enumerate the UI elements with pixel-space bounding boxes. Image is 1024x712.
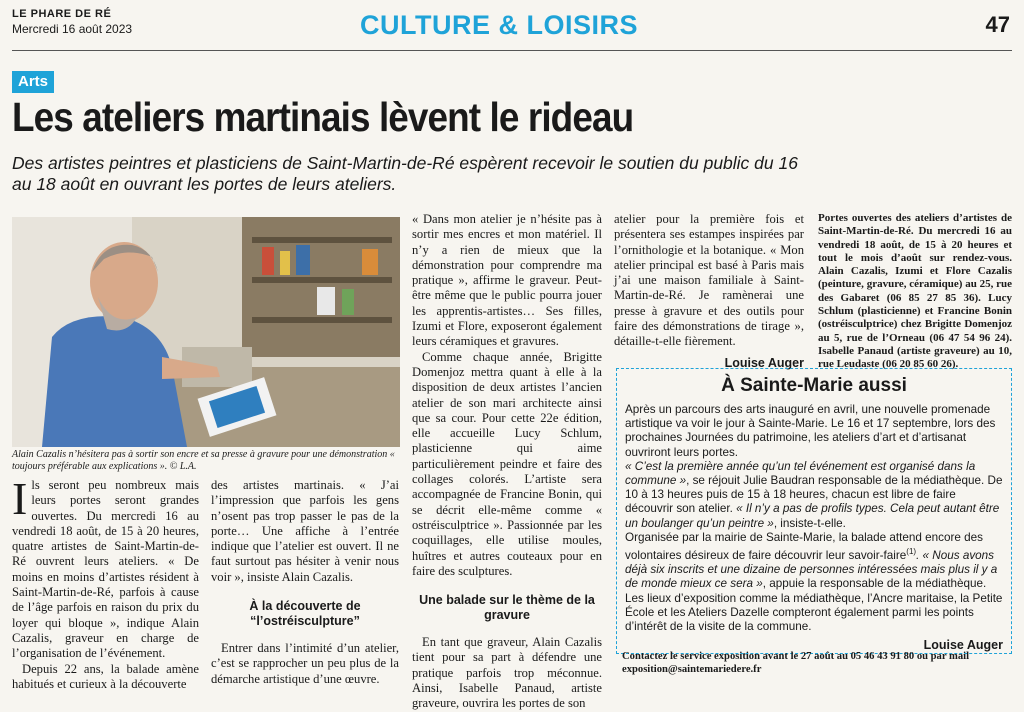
- publication-date: Mercredi 16 août 2023: [12, 22, 133, 36]
- article-column-4: [614, 212, 804, 371]
- masthead-rule: [12, 50, 1012, 51]
- sidebar-paragraph: Après un parcours des arts inauguré en avril, une nouvelle promenade artistique va voir le jour à Sainte-Marie. Le 16 et 17 septembre, lors des prochaines Journées du patrimoine, les ateliers d’art et d’artisanat ouvriront leurs portes.: [625, 403, 996, 459]
- article-photo: [12, 217, 400, 447]
- page-number: 47: [985, 12, 1010, 37]
- sidebar-paragraph: Les lieux d’exposition comme la médiathèque, l’Ancre maritaise, la Petite École et les Ateliers Dazelle compteront également parmi les points d’intérêt de la visite de la commune.: [625, 591, 1003, 633]
- article-subhead: Une balade sur le thème de la gravure: [419, 593, 595, 623]
- article-column-3: [412, 212, 602, 712]
- photo-caption: Alain Cazalis n’hésitera pas à sortir son encre et sa presse à gravure pour une démonstration « toujours préférable aux explications ». © L.A.: [12, 449, 395, 472]
- article-subhead: À la découverte de “l’ostréisculpture”: [249, 599, 361, 629]
- sidebar-text: , appuie la responsable de la médiathèque.: [762, 577, 987, 591]
- sidebar-paragraph: [625, 531, 1003, 592]
- article-paragraph: atelier pour la première fois et présentera ses estampes inspirées par l’ornithologie et la botanique. « Mon atelier principal est basé à Paris mais j’ai une maison familiale à Saint-Martin-de-Ré. Je ramènerai une presse à gravure et des outils pour faire des démonstrations de tirage », détaille-t-elle fièrement.: [614, 212, 804, 349]
- article-column-1: [12, 473, 199, 692]
- sidebar-text: Organisée par la mairie de Sainte-Marie, la balade attend encore des volontaires désireux de faire découvrir leur savoir-faire: [625, 530, 983, 562]
- photo-artist-in-studio: [12, 217, 400, 447]
- article-byline: Louise Auger: [724, 355, 804, 370]
- sidebar-box: [616, 368, 1012, 654]
- drop-cap: I: [12, 473, 28, 524]
- article-headline: Les ateliers martinais lèvent le rideau: [12, 94, 634, 140]
- article-paragraph: Comme chaque année, Brigitte Domenjoz mettra quant à elle à la disposition de deux artistes l’ancien atelier de son mari architecte ainsi que sa cour. Pour cette 22e édition, elle accueille Lucy Schlum, plasticienne qui aime particulièrement peindre et faire des collages colorés. L’artiste sera accompagnée de Francine Bonin, qui se décrit elle-même comme « ostréisculptrice ». Passionnée par les coquillages, elle utilise moules, huîtres et autres couteaux pour en faire des sculptures.: [412, 349, 602, 578]
- practical-info-box: Portes ouvertes des ateliers d’artistes de Saint-Martin-de-Ré. Du mercredi 16 au vendredi 18 août, de 15 à 20 heures et tout le mois d’août sur rendez-vous. Alain Cazalis, Izumi et Flore Cazalis (peinture, gravure, céramique) au 25, rue des Gabaret (06 85 27 85 36). Lucy Schlum (plasticienne) et Francine Bonin (ostréisculptrice) chez Brigitte Domenjoz au 5, rue de l’Orneau (06 47 54 96 24). Isabelle Panaud (artiste graveure) au 10, rue Leudaste (06 20 85 60 26).: [818, 212, 1012, 371]
- publication-name: LE PHARE DE RÉ: [12, 8, 112, 20]
- article-paragraph: « Dans mon atelier je n’hésite pas à sortir mes encres et mon matériel. Il n’y a rien de mieux que la démonstration pour comprendre ma pratique », affirme le graveur. Peut-être même que le public pourra jouer les apprentis-artistes… Ses filles, Izumi et Flore, exposeront également leurs céramiques et gravures.: [412, 212, 602, 349]
- sidebar-paragraph: [625, 460, 1003, 531]
- article-paragraph: Entrer dans l’intimité d’un atelier, c’est se rapprocher un peu plus de la démarche artistique d’une œuvre.: [211, 641, 399, 686]
- article-standfirst: Des artistes peintres et plasticiens de Saint-Martin-de-Ré espèrent recevoir le soutien du public du 16 au 18 août en ouvrant les portes de leurs ateliers.: [12, 153, 798, 194]
- article-paragraph: des artistes martinais. « J’ai l’impression que parfois les gens n’osent pas trop passer le pas de la porte… Une affiche à l’entrée indique que l’atelier est ouvert. Il ne faut surtout pas hésiter à venir nous voir », insiste Alain Cazalis.: [211, 478, 399, 584]
- sidebar-quote: « C’est la première année qu’un tel événement est organisé dans la commune »: [625, 459, 976, 488]
- article-paragraph: En tant que graveur, Alain Cazalis tient pour sa part à défendre une pratique parfois trop méconnue. Ainsi, Isabelle Panaud, artiste graveure, ouvrira les portes de son: [412, 635, 602, 711]
- sidebar-body: [625, 403, 1003, 634]
- article-paragraph: ls seront peu nombreux mais leurs portes seront grandes ouvertes. Du mercredi 16 au vendredi 18 août, de 15 à 20 heures, quatre artistes de Saint-Martin-de-Ré ouvrent leurs ateliers. « De moins en moins d’artistes résident à Saint-Martin-de-Ré, parfois à cause de l’âge parfois en raison du prix du loyer qui bloque », indique Alain Cazalis, graveur en charge de l’organisation de l’événement.: [12, 478, 199, 661]
- sidebar-quote: . « Nous avons déjà six inscrits et une dizaine de personnes intéressées mais plus il y a de monde mieux ce sera »: [625, 548, 998, 591]
- sidebar-byline: Louise Auger: [923, 638, 1003, 653]
- section-title: CULTURE & LOISIRS: [360, 10, 638, 40]
- article-column-2: [211, 478, 399, 687]
- category-tag: Arts: [12, 71, 54, 93]
- sidebar-contact: Contactez le service exposition avant le 27 août au 05 46 43 91 80 ou par mail exposition@saintemariedere.fr: [622, 651, 970, 675]
- sidebar-quote: « Il n’y a pas de profils types. Cela peut autant être un boulanger qu’un peintre »: [625, 502, 1000, 530]
- sidebar-text: , insiste-t-elle.: [773, 516, 846, 530]
- masthead: [12, 8, 1012, 52]
- sidebar-title: À Sainte-Marie aussi: [721, 375, 907, 396]
- sidebar-text: , se réjouit Julie Baudran responsable de la médiathèque. De 10 à 13 heures puis de 15 à 18 heures, chacun est libre de faire découvrir son atelier.: [625, 474, 1003, 516]
- footnote-marker: (1): [906, 547, 917, 557]
- article-paragraph: Depuis 22 ans, la balade amène habitués et curieux à la découverte: [12, 661, 199, 691]
